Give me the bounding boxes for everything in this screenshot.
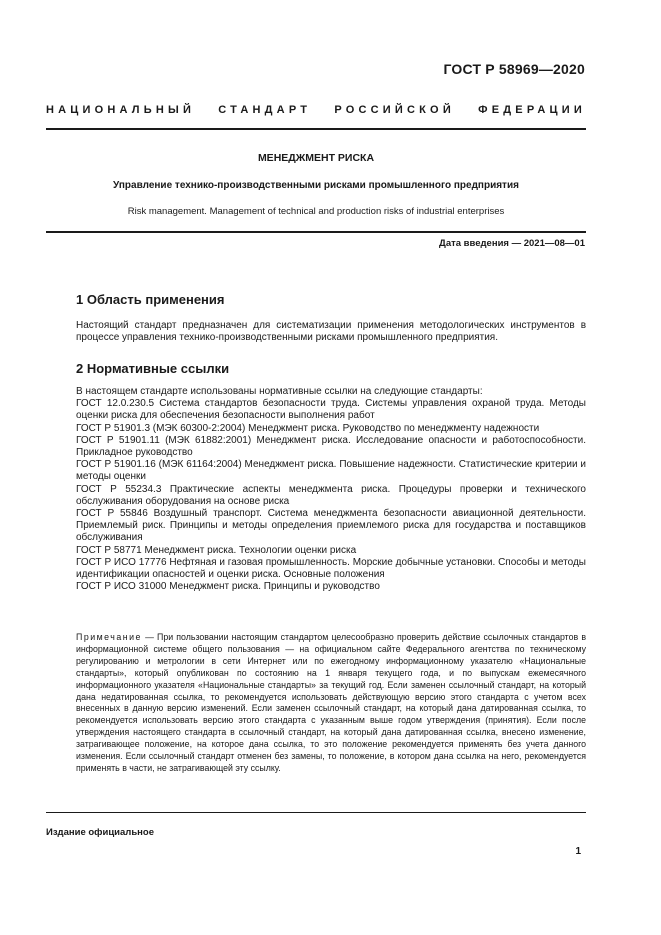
standard-subtitle: Управление технико-производственными рисками промышленного предприятия	[113, 180, 519, 191]
reference-item: ГОСТ 12.0.230.5 Система стандартов безопасности труда. Системы управления охраной труда. Методы оценки риска для обеспечения безопасности выполнения работ	[76, 398, 586, 422]
page-number: 1	[575, 846, 581, 857]
header-divider	[46, 128, 586, 130]
title-divider	[46, 231, 586, 233]
reference-item: ГОСТ Р ИСО 17776 Нефтяная и газовая промышленность. Морские добычные установки. Способы и методы идентификации опасностей и оценки риска. Основные положения	[76, 556, 586, 581]
normative-references	[76, 386, 586, 593]
reference-item: ГОСТ Р 51901.16 (МЭК 61164:2004) Менеджмент риска. Повышение надежности. Статистические критерии и методы оценки	[76, 459, 586, 483]
standard-title: МЕНЕДЖМЕНТ РИСКА	[257, 152, 375, 164]
note-label: Примечание	[76, 632, 142, 642]
reference-item: ГОСТ Р ИСО 31000 Менеджмент риска. Принципы и руководство	[76, 581, 380, 593]
introduction-date: Дата введения — 2021—08—01	[439, 238, 585, 249]
section-1-text	[76, 320, 586, 344]
footer-divider	[46, 812, 586, 813]
references-note	[76, 632, 586, 775]
document-number: ГОСТ Р 58969—2020	[443, 61, 585, 77]
section-1-paragraph: Настоящий стандарт предназначен для систематизации применения методологических инструментов в процессе управления технико-производственными рисками промышленного предприятия.	[76, 320, 586, 344]
section-2-heading: 2 Нормативные ссылки	[76, 361, 230, 376]
reference-item: ГОСТ Р 55234.3 Практические аспекты менеджмента риска. Процедуры проверки и технического обслуживания оборудования на основе риска	[76, 483, 586, 507]
national-standard-title: НАЦИОНАЛЬНЫЙ СТАНДАРТ РОССИЙСКОЙ ФЕДЕРАЦИИ	[46, 104, 586, 116]
official-edition-label: Издание официальное	[46, 827, 154, 838]
section-1-heading: 1 Область применения	[76, 292, 225, 307]
reference-item: ГОСТ Р 51901.3 (МЭК 60300-2:2004) Менеджмент риска. Руководство по менеджменту надежности	[76, 422, 540, 434]
references-intro: В настоящем стандарте использованы нормативные ссылки на следующие стандарты:	[76, 386, 483, 397]
standard-title-english: Risk management. Management of technical and production risks of industrial enterprises	[127, 206, 505, 217]
reference-item: ГОСТ Р 55846 Воздушный транспорт. Система менеджмента безопасности авиационной деятельности. Приемлемый риск. Принципы и методы определения приемлемого риска для государства и поставщиков обслуживания	[76, 508, 586, 544]
reference-item: ГОСТ Р 58771 Менеджмент риска. Технологии оценки риска	[76, 544, 357, 556]
reference-item: ГОСТ Р 51901.11 (МЭК 61882:2001) Менеджмент риска. Исследование опасности и работоспособности. Прикладное руководство	[76, 434, 586, 459]
note-text: — При пользовании настоящим стандартом целесообразно проверить действие ссылочных стандартов в информационной системе общего пользования — на официальном сайте Федерального агентства по техническому регулированию и метрологии в сети Интернет или по ежегодному информационному указателю «Национальные стандарты», который опубликован по состоянию на 1 января текущего года, и по выпускам ежемесячного информационного указателя «Национальные стандарты» за текущий год. Если заменен ссылочный стандарт, на который дана недатированная ссылка, то рекомендуется использовать действующую версию этого стандарта с учетом всех внесенных в данную версию изменений. Если заменен ссылочный стандарт, на который дана датированная ссылка, то рекомендуется использовать версию этого стандарта с указанным выше годом утверждения (принятия). Если после утверждения настоящего стандарта в ссылочный стандарт, на который дана датированная ссылка, внесено изменение, затрагивающее положение, на которое дана ссылка, то это положение рекомендуется применять без учета данного изменения. Если ссылочный стандарт отменен без замены, то положение, в котором дана ссылка на него, рекомендуется применять в части, не затрагивающей эту ссылку.	[76, 632, 586, 773]
